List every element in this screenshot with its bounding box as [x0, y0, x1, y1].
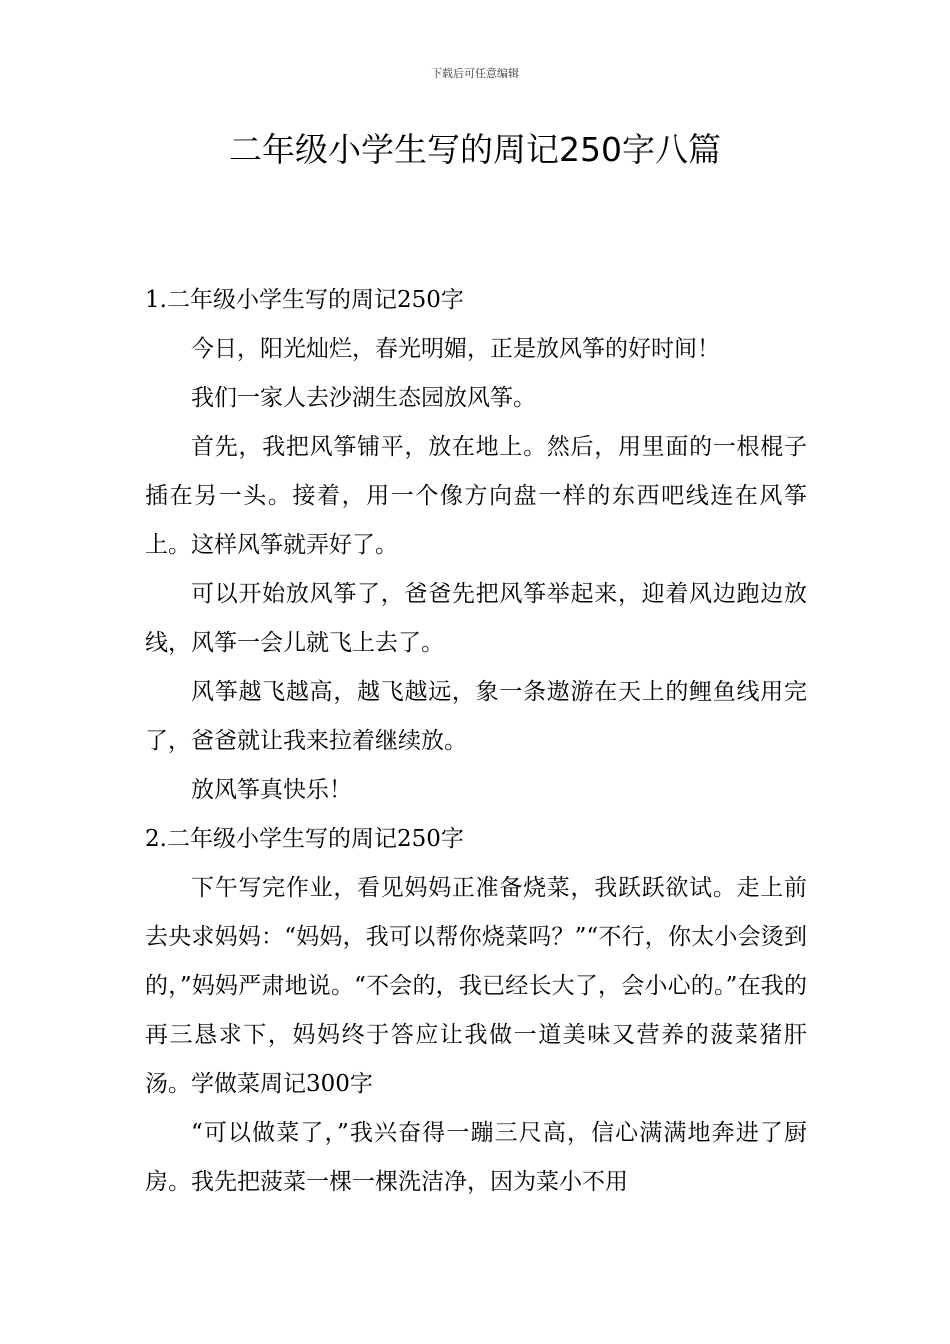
section-heading: 1.二年级小学生写的周记250字: [145, 287, 464, 313]
document-body: [145, 276, 807, 1207]
header-note: 下载后可任意编辑: [431, 67, 519, 80]
paragraph: 下午写完作业，看见妈妈正准备烧菜，我跃跃欲试。走上前去央求妈妈：“妈妈，我可以帮你烧菜吗？”“不行，你太小会烫到的，”妈妈严肃地说。“不会的，我已经长大了，会小心的。”在我的再三恳求下，妈妈终于答应让我做一道美味又营养的菠菜猪肝汤。学做菜周记300字: [145, 875, 807, 1097]
section-heading: 2.二年级小学生写的周记250字: [145, 826, 464, 852]
paragraph: “可以做菜了，”我兴奋得一蹦三尺高，信心满满地奔进了厨房。我先把菠菜一棵一棵洗洁净，因为菜小不用: [145, 1120, 807, 1195]
paragraph: 风筝越飞越高，越飞越远，象一条遨游在天上的鲤鱼线用完了，爸爸就让我来拉着继续放。: [145, 679, 807, 754]
paragraph: 今日，阳光灿烂，春光明媚，正是放风筝的好时间！: [191, 336, 720, 362]
paragraph: 我们一家人去沙湖生态园放风筝。: [191, 385, 536, 411]
paragraph: 首先，我把风筝铺平，放在地上。然后，用里面的一根棍子插在另一头。接着，用一个像方向盘一样的东西吧线连在风筝上。这样风筝就弄好了。: [145, 434, 807, 558]
document-title: 二年级小学生写的周记250字八篇: [229, 130, 721, 169]
paragraph: 可以开始放风筝了，爸爸先把风筝举起来，迎着风边跑边放线，风筝一会儿就飞上去了。: [145, 581, 807, 656]
paragraph: 放风筝真快乐！: [191, 777, 352, 803]
